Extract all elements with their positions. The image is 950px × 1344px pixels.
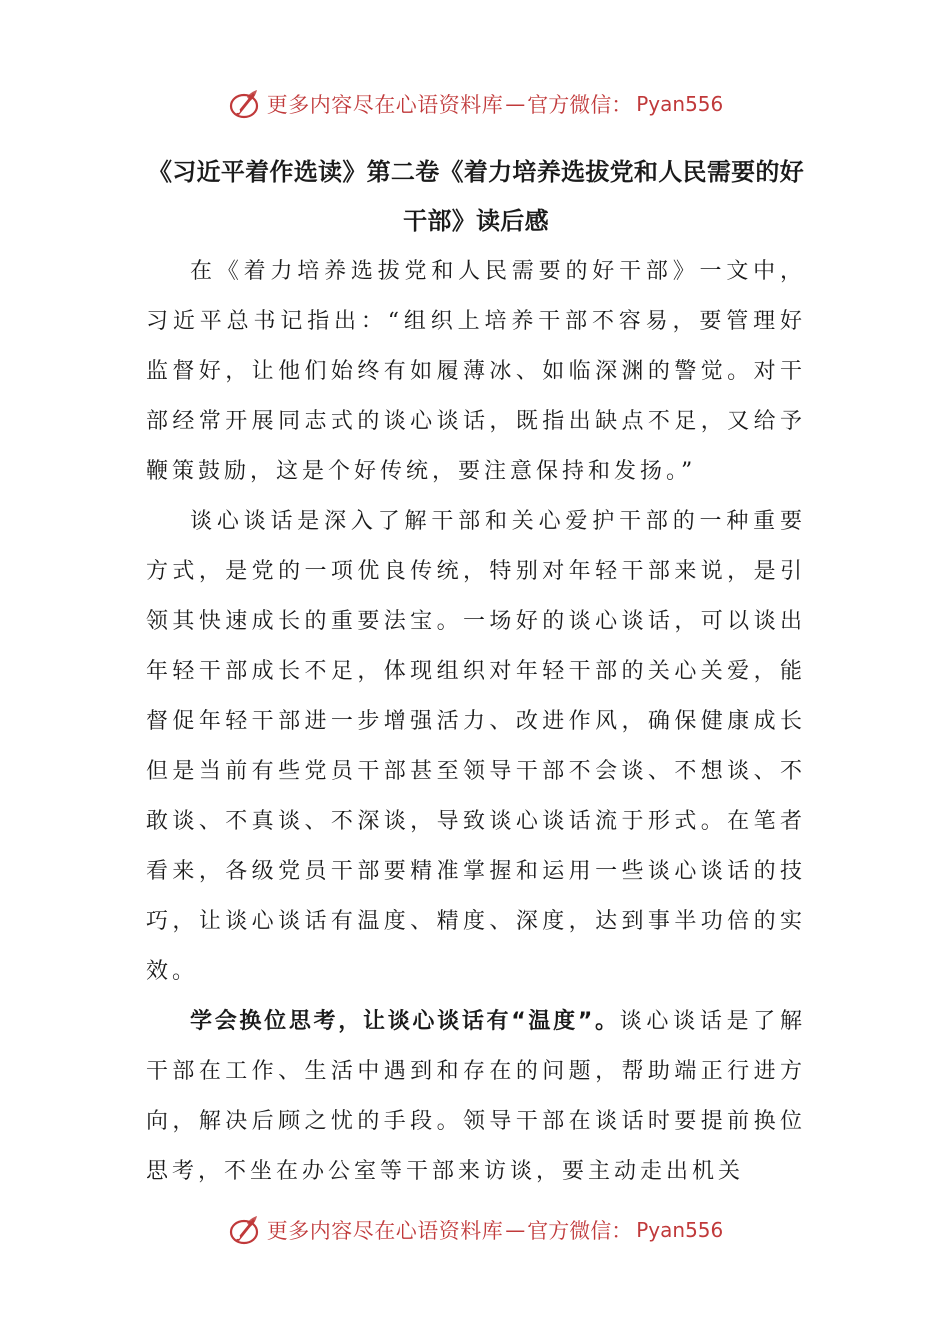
banner-wechat-label: 官方微信： [527,1219,633,1243]
banner-site-text: 更多内容尽在心语资料库 [266,93,504,117]
footer-watermark-banner [0,1210,950,1250]
paragraph-3-text: 谈心谈话是了解干部在工作、生活中遇到和存在的问题，帮助端正行进方向，解决后顾之忧的手段。领导干部在谈话时要提前换位思考，不坐在办公室等干部来访谈，要主动走出机关 [146,1009,806,1184]
document-body [146,148,806,1197]
banner-site-text: 更多内容尽在心语资料库 [266,1219,504,1243]
paragraph-1-text: 在《着力培养选拔党和人民需要的好干部》一文中，习近平总书记指出：“组织上培养干部不容易，要管理好监督好，让他们始终有如履薄冰、如临深渊的警觉。对干部经常开展同志式的谈心谈话，既指出缺点不足，又给予鞭策鼓励，这是个好传统，要注意保持和发扬。” [146,259,806,484]
paragraph-3-lead: 学会换位思考，让谈心谈话有“温度”。 [190,1009,620,1034]
paragraph-2-text: 谈心谈话是深入了解干部和关心爱护干部的一种重要方式，是党的一项优良传统，特别对年轻干部来说，是引领其快速成长的重要法宝。一场好的谈心谈话，可以谈出年轻干部成长不足，体现组织对年轻干部的关心关爱，能督促年轻干部进一步增强活力、改进作风，确保健康成长但是当前有些党员干部甚至领导干部不会谈、不想谈、不敢谈、不真谈、不深谈，导致谈心谈话流于形式。在笔者看来，各级党员干部要精准掌握和运用一些谈心谈话的技巧，让谈心谈话有温度、精度、深度，达到事半功倍的实效。 [146,509,806,984]
paragraph-3 [146,997,806,1197]
banner-wechat-id: Pyan556 [636,1218,724,1242]
paragraph-1 [146,247,806,497]
banner-dash: — [505,1218,526,1242]
quill-pen-logo-icon [227,1213,261,1247]
banner-wechat-id: Pyan556 [636,92,724,116]
banner-dash: — [505,92,526,116]
paragraph-2 [146,497,806,997]
banner-wechat-label: 官方微信： [527,93,633,117]
quill-pen-logo-icon [227,87,261,121]
document-title: 《习近平着作选读》第二卷《着力培养选拔党和人民需要的好干部》读后感 [147,158,805,235]
header-watermark-banner [0,84,950,124]
